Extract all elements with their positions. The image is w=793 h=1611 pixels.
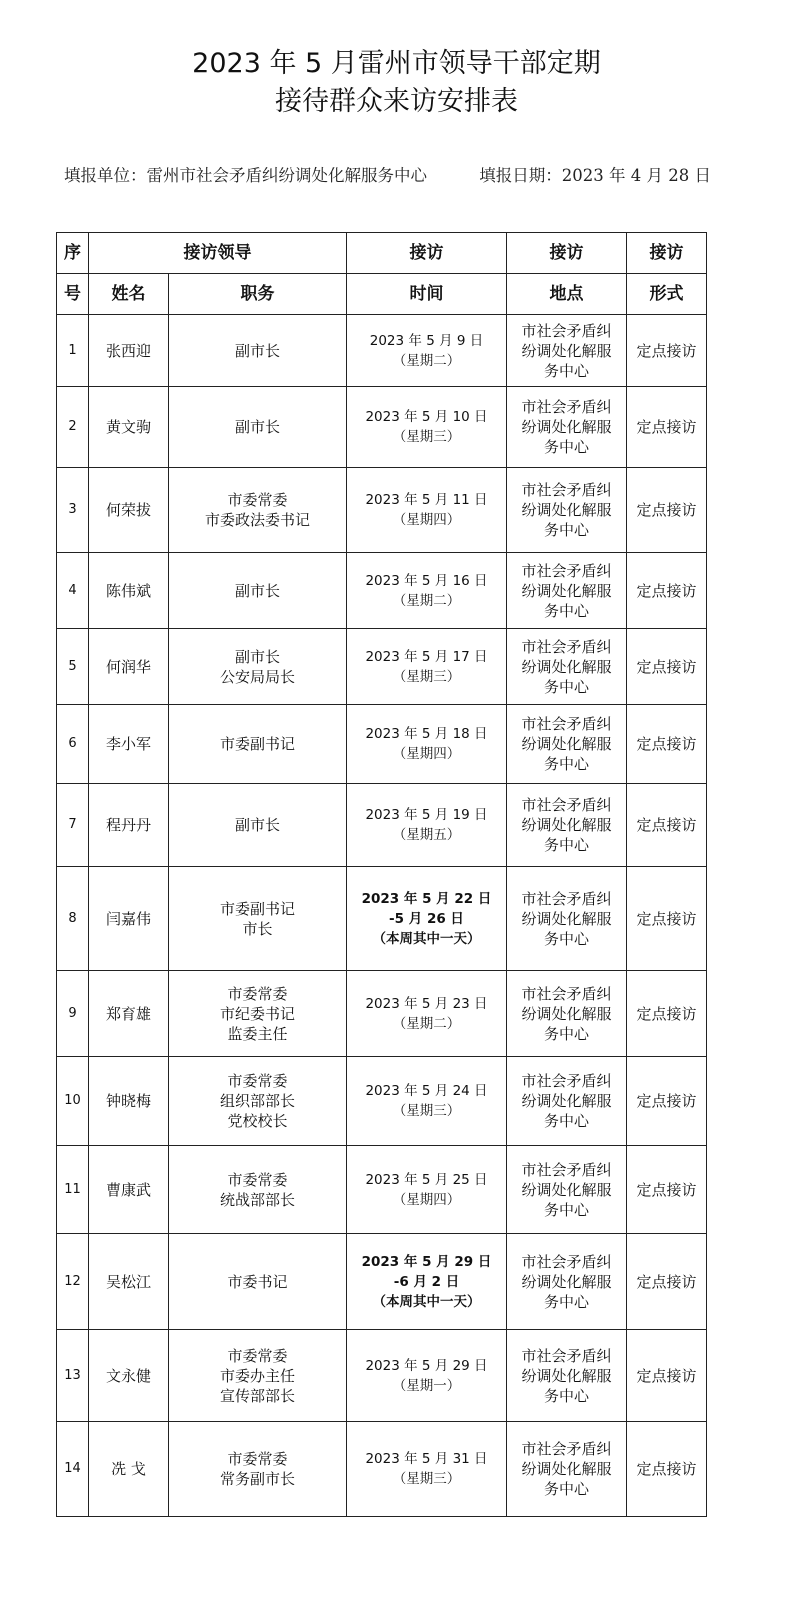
cell-line: 市委常委 [227,1450,288,1468]
cell-line: 2023 年 5 月 23 日 [365,995,488,1012]
cell-line: 务中心 [543,1292,589,1311]
cell-line: 2023 年 5 月 29 日 [361,1253,492,1270]
header-time-top: 接访 [347,233,507,274]
cell-line: 宣传部部长 [219,1386,295,1405]
row-duty [169,553,347,629]
cell-line: 组织部部长 [219,1092,295,1110]
row-seq: 11 [57,1146,89,1234]
table-row [57,387,707,468]
cell-line: （星期二） [392,352,461,369]
cell-line: 市社会矛盾纠 [521,984,612,1003]
cell-line: 市委副书记 [219,899,295,918]
row-name: 曹康武 [89,1146,169,1234]
row-form: 定点接访 [627,1234,707,1330]
row-name: 何荣拔 [89,468,169,553]
row-place [507,553,627,629]
cell-line: 纷调处化解服 [521,418,612,436]
cell-line: （星期三） [392,1471,461,1487]
cell-line: 2023 年 5 月 19 日 [365,807,488,823]
header-duty: 职务 [169,274,347,315]
cell-line: 纷调处化解服 [521,1460,612,1478]
cell-line: 务中心 [543,1386,589,1405]
table-row [57,784,707,867]
cell-line: 市委常委 [227,1072,288,1090]
cell-line: 市委办主任 [219,1366,295,1385]
reporting-date [479,162,711,186]
table-row [57,629,707,705]
cell-line: 市社会矛盾纠 [521,796,612,814]
row-name: 闫嘉伟 [89,867,169,971]
row-form: 定点接访 [627,629,707,705]
page-title-line1: 2023 年 5 月雷州市领导干部定期 [192,48,601,79]
header-name: 姓名 [89,274,169,315]
row-name: 黄文驹 [89,387,169,468]
table-row [57,315,707,387]
row-seq: 2 [57,387,89,468]
table-row [57,468,707,553]
row-duty [169,1234,347,1330]
header-place-top: 接访 [507,233,627,274]
row-form: 定点接访 [627,468,707,553]
row-time [347,705,507,784]
row-time [347,468,507,553]
cell-line: 市社会矛盾纠 [521,1160,612,1179]
row-place [507,1422,627,1517]
row-duty [169,1146,347,1234]
row-time [347,387,507,468]
cell-line: 2023 年 5 月 25 日 [365,1171,488,1188]
row-seq: 13 [57,1330,89,1422]
header-form-bottom: 形式 [627,274,707,315]
table-row [57,553,707,629]
cell-line: 纷调处化解服 [521,1004,612,1023]
row-duty [169,784,347,867]
table-row [57,1330,707,1422]
cell-line: 2023 年 5 月 11 日 [365,492,488,508]
cell-line: 党校校长 [227,1112,288,1130]
header-leader: 接访领导 [89,233,347,274]
row-time [347,784,507,867]
cell-line: 副市长 [234,341,280,360]
row-name: 李小军 [89,705,169,784]
cell-line: 市委政法委书记 [204,511,310,529]
row-duty [169,1422,347,1517]
row-form: 定点接访 [627,1057,707,1146]
cell-line: 2023 年 5 月 29 日 [365,1357,488,1374]
row-time [347,1057,507,1146]
schedule-table [56,232,707,1517]
cell-line: 纷调处化解服 [521,1180,612,1199]
row-seq: 14 [57,1422,89,1517]
cell-line: 务中心 [543,755,589,773]
row-time [347,629,507,705]
table-row [57,1057,707,1146]
row-form: 定点接访 [627,315,707,387]
row-duty [169,468,347,553]
cell-line: 纷调处化解服 [521,1092,612,1110]
cell-line: 监委主任 [227,1024,288,1043]
cell-line: 市社会矛盾纠 [521,398,612,416]
cell-line: （星期三） [392,668,461,685]
cell-line: 市委书记 [227,1272,288,1291]
row-time [347,315,507,387]
cell-line: 副市长 [234,418,280,436]
cell-line: （星期三） [392,1103,461,1119]
row-seq: 10 [57,1057,89,1146]
cell-line: 市社会矛盾纠 [521,715,612,733]
cell-line: 2023 年 5 月 22 日 [361,890,492,907]
row-duty [169,1057,347,1146]
cell-line: 市委副书记 [219,735,295,753]
row-seq: 7 [57,784,89,867]
row-name: 钟晓梅 [89,1057,169,1146]
cell-line: 副市长 [234,816,280,834]
row-form: 定点接访 [627,971,707,1057]
cell-line: 市社会矛盾纠 [521,1440,612,1458]
row-form: 定点接访 [627,1330,707,1422]
header-row-1 [57,233,707,274]
cell-line: 市委常委 [227,1170,288,1189]
cell-line: 2023 年 5 月 10 日 [365,409,488,425]
row-time [347,1330,507,1422]
cell-line: 纷调处化解服 [521,657,612,676]
cell-line: 纷调处化解服 [521,501,612,519]
cell-line: （星期二） [392,1015,461,1032]
cell-line: 市社会矛盾纠 [521,561,612,580]
header-place-bottom: 地点 [507,274,627,315]
table-row [57,971,707,1057]
row-place [507,867,627,971]
cell-line: 纷调处化解服 [521,735,612,753]
row-seq: 1 [57,315,89,387]
reporting-date-label: 填报日期： [479,166,562,185]
row-form: 定点接访 [627,1146,707,1234]
page-title-line2: 接待群众来访安排表 [275,86,518,117]
row-name: 张西迎 [89,315,169,387]
cell-line: -5 月 26 日 [389,910,464,927]
cell-line: 市委常委 [227,984,288,1003]
cell-line: 市社会矛盾纠 [521,637,612,656]
header-seq-top: 序 [57,233,89,274]
row-place [507,468,627,553]
cell-line: 统战部部长 [219,1190,295,1209]
row-duty [169,629,347,705]
reporting-unit [64,162,427,186]
reporting-unit-label: 填报单位： [64,166,147,185]
row-seq: 5 [57,629,89,705]
table-row [57,1146,707,1234]
cell-line: 2023 年 5 月 17 日 [365,648,488,665]
cell-line: 市社会矛盾纠 [521,1346,612,1365]
cell-line: -6 月 2 日 [393,1273,460,1290]
cell-line: （星期一） [392,1377,461,1394]
cell-line: （星期四） [392,512,461,528]
cell-line: 市社会矛盾纠 [521,1252,612,1271]
cell-line: 纷调处化解服 [521,816,612,834]
row-duty [169,971,347,1057]
cell-line: 2023 年 5 月 16 日 [365,572,488,589]
cell-line: 市委常委 [227,491,288,509]
row-duty [169,1330,347,1422]
cell-line: 纷调处化解服 [521,909,612,928]
cell-line: （星期二） [392,592,461,609]
cell-line: 2023 年 5 月 9 日 [369,332,484,349]
row-name: 程丹丹 [89,784,169,867]
cell-line: 2023 年 5 月 31 日 [365,1451,488,1467]
row-seq: 3 [57,468,89,553]
row-form: 定点接访 [627,553,707,629]
row-time [347,1146,507,1234]
header-seq-bottom: 号 [57,274,89,315]
row-name: 冼 戈 [89,1422,169,1517]
row-place [507,1330,627,1422]
row-duty [169,315,347,387]
cell-line: 副市长 [234,581,280,600]
row-time [347,867,507,971]
cell-line: 副市长 [234,647,280,666]
cell-line: 务中心 [543,361,589,380]
cell-line: 市社会矛盾纠 [521,1072,612,1090]
reporting-unit-value: 雷州市社会矛盾纠纷调处化解服务中心 [146,166,427,185]
row-name: 文永健 [89,1330,169,1422]
header-row-2 [57,274,707,315]
row-time [347,1422,507,1517]
cell-line: （本周其中一天） [372,1293,481,1310]
row-form: 定点接访 [627,1422,707,1517]
row-place [507,705,627,784]
row-form: 定点接访 [627,705,707,784]
header-time-bottom: 时间 [347,274,507,315]
cell-line: （星期四） [392,746,461,762]
cell-line: 务中心 [543,1480,589,1498]
cell-line: 常务副市长 [219,1470,295,1488]
table-row [57,1234,707,1330]
row-time [347,971,507,1057]
row-seq: 8 [57,867,89,971]
cell-line: 2023 年 5 月 18 日 [365,726,488,742]
row-place [507,315,627,387]
cell-line: 市长 [242,919,273,938]
row-name: 吴松江 [89,1234,169,1330]
row-seq: 6 [57,705,89,784]
row-place [507,1146,627,1234]
cell-line: 市纪委书记 [219,1004,295,1023]
cell-line: 纷调处化解服 [521,1366,612,1385]
cell-line: 务中心 [543,438,589,456]
cell-line: 市社会矛盾纠 [521,889,612,908]
row-name: 何润华 [89,629,169,705]
row-name: 陈伟斌 [89,553,169,629]
row-place [507,784,627,867]
row-form: 定点接访 [627,387,707,468]
cell-line: 务中心 [543,1112,589,1130]
cell-line: （星期四） [392,1191,461,1208]
cell-line: 务中心 [543,601,589,620]
cell-line: 纷调处化解服 [521,581,612,600]
cell-line: （星期三） [392,429,461,445]
cell-line: （星期五） [392,827,461,843]
cell-line: 市社会矛盾纠 [521,481,612,499]
row-time [347,553,507,629]
row-place [507,387,627,468]
row-place [507,1234,627,1330]
row-form: 定点接访 [627,784,707,867]
row-duty [169,705,347,784]
row-place [507,971,627,1057]
row-place [507,1057,627,1146]
cell-line: 市委常委 [227,1346,288,1365]
table-row [57,1422,707,1517]
cell-line: 务中心 [543,1024,589,1043]
cell-line: 务中心 [543,1200,589,1219]
cell-line: 务中心 [543,677,589,696]
row-seq: 4 [57,553,89,629]
cell-line: 务中心 [543,521,589,539]
row-seq: 12 [57,1234,89,1330]
cell-line: 务中心 [543,836,589,854]
row-time [347,1234,507,1330]
reporting-date-value: 2023 年 4 月 28 日 [561,166,711,185]
cell-line: 公安局局长 [219,667,295,686]
cell-line: 务中心 [543,929,589,948]
cell-line: 2023 年 5 月 24 日 [365,1083,488,1099]
table-row [57,867,707,971]
row-place [507,629,627,705]
row-duty [169,867,347,971]
row-duty [169,387,347,468]
cell-line: （本周其中一天） [372,930,481,947]
table-row [57,705,707,784]
cell-line: 市社会矛盾纠 [521,321,612,340]
row-name: 郑育雄 [89,971,169,1057]
cell-line: 纷调处化解服 [521,1272,612,1291]
schedule-body [57,315,707,1517]
row-form: 定点接访 [627,867,707,971]
row-seq: 9 [57,971,89,1057]
header-form-top: 接访 [627,233,707,274]
cell-line: 纷调处化解服 [521,341,612,360]
